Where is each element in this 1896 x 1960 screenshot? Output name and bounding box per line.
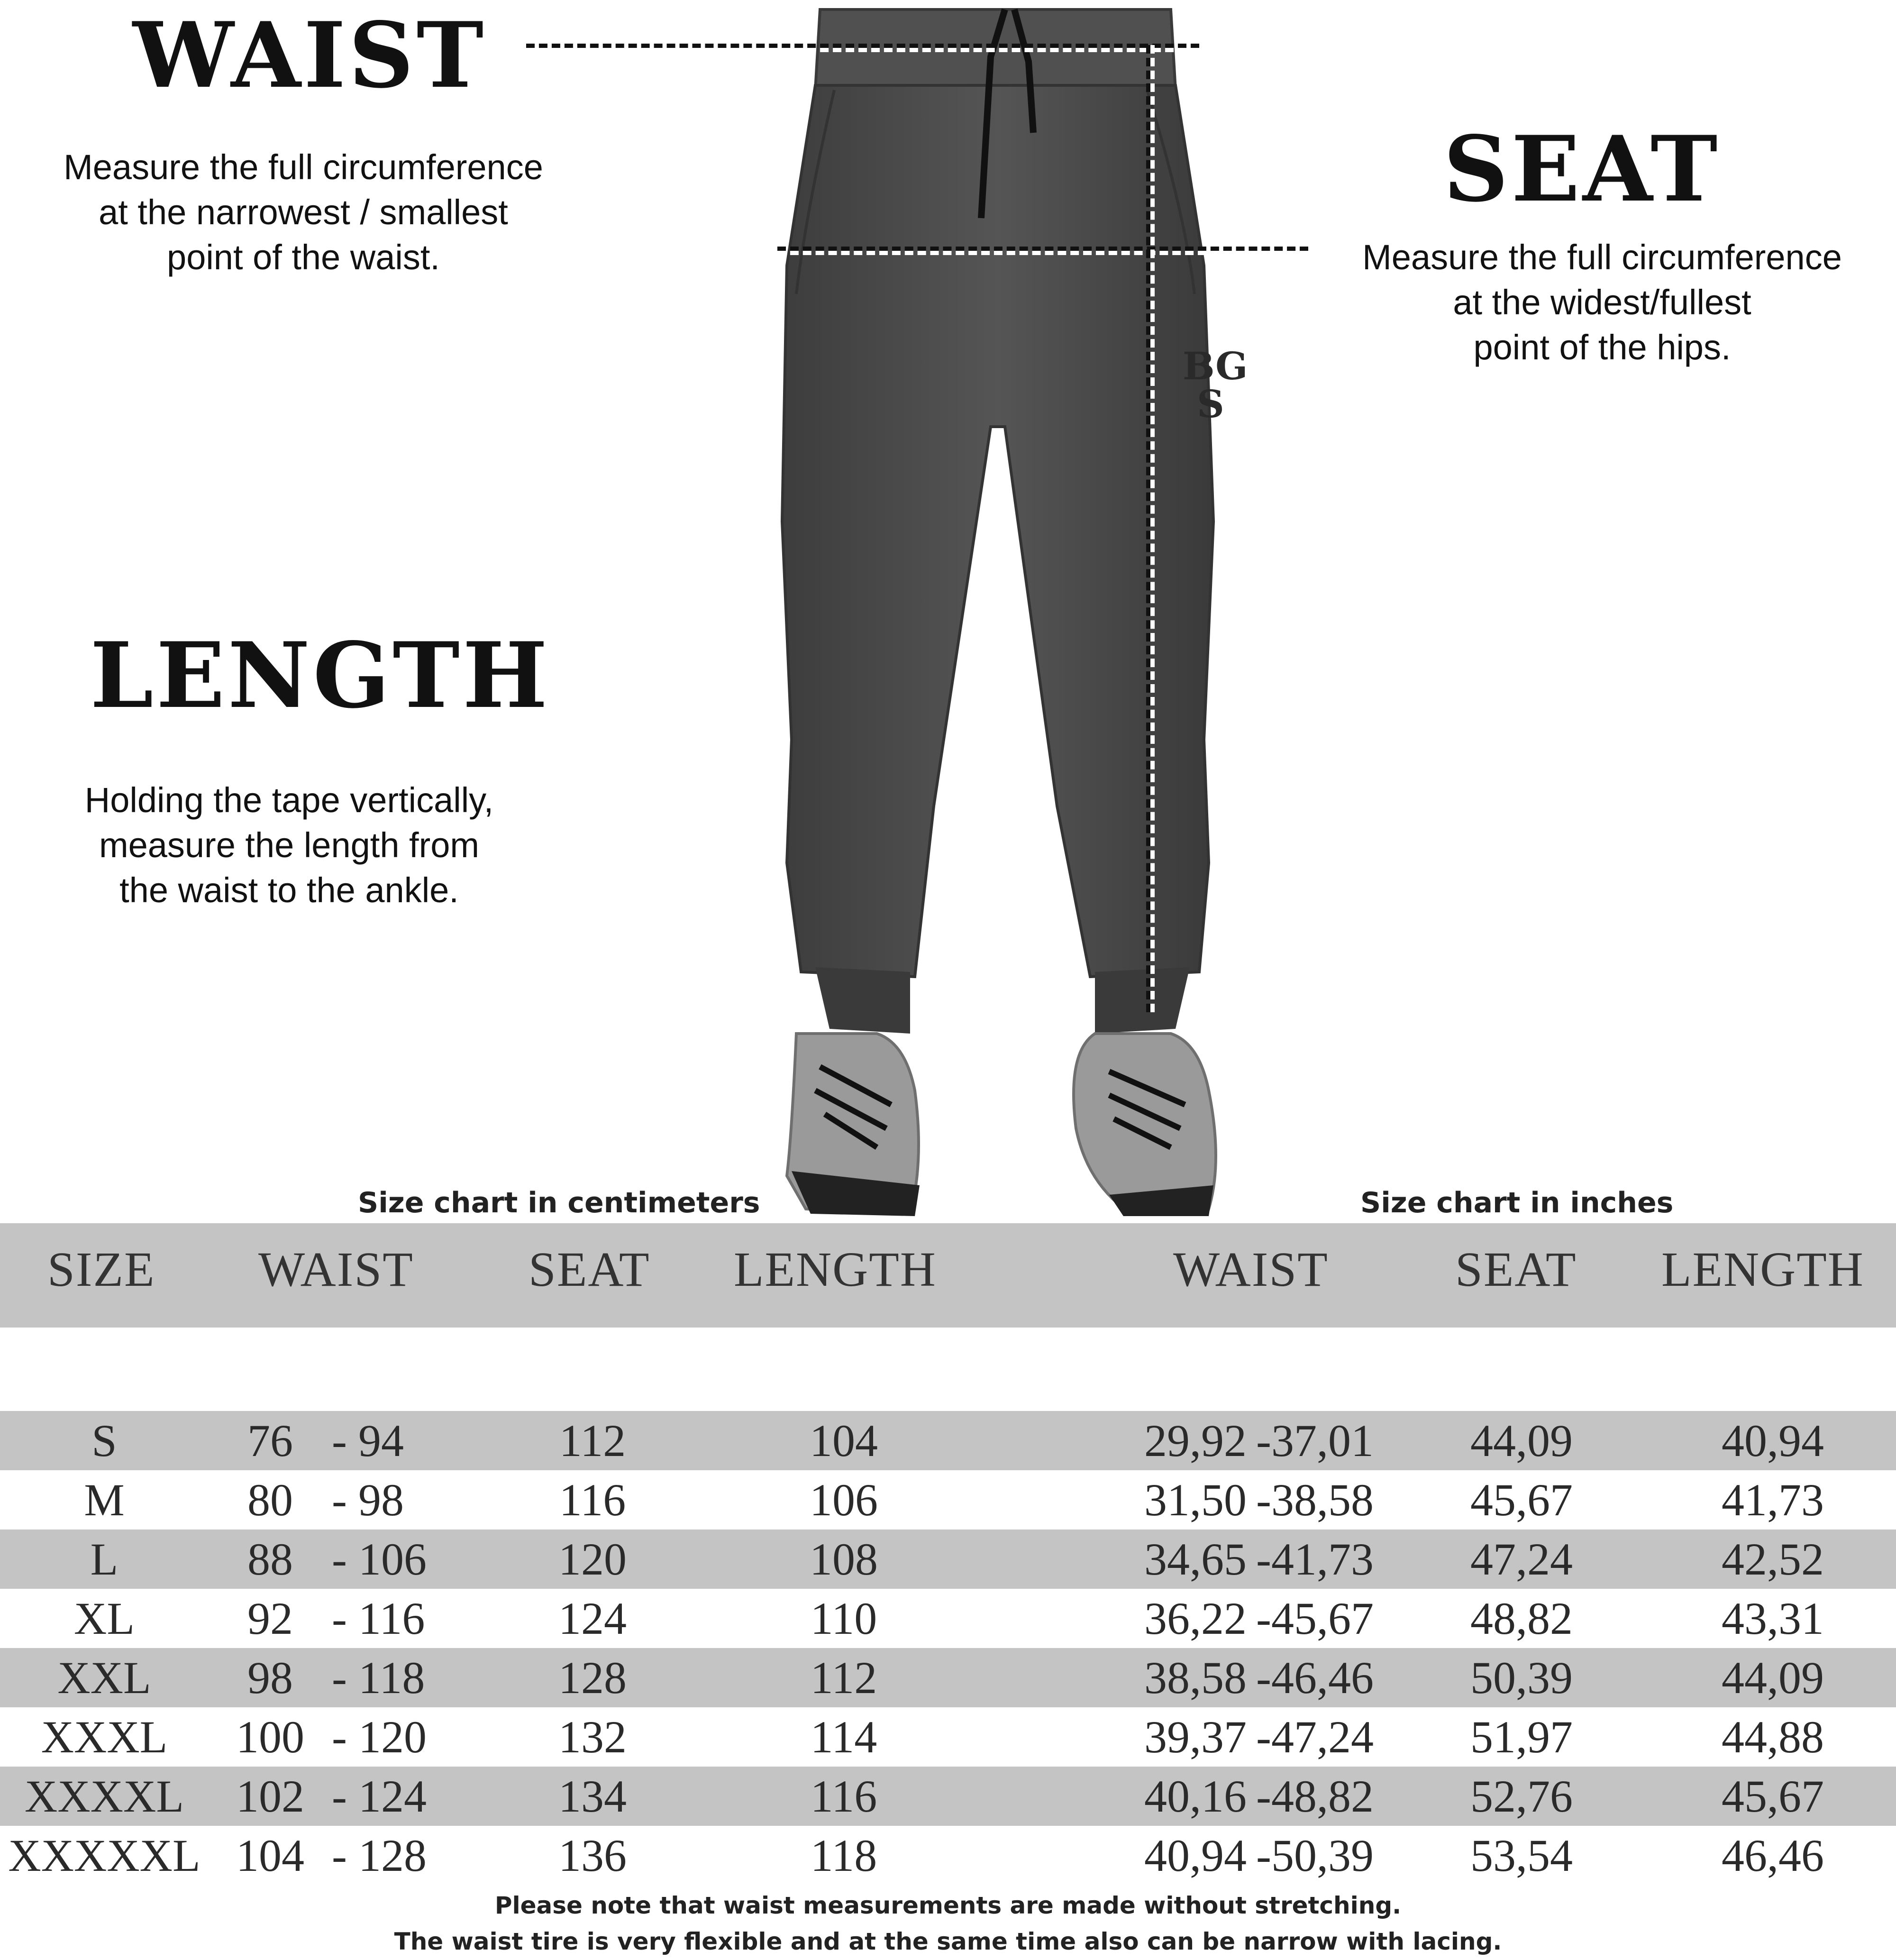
header-in-length: LENGTH	[1661, 1242, 1864, 1297]
pants-illustration	[735, 0, 1256, 1233]
waist-measure-line	[526, 44, 1199, 52]
header-in-seat: SEAT	[1455, 1242, 1577, 1297]
table-row: XXXXXL 104 - 128 136 118 40,94 -50,39 53,54 46,46	[8, 1830, 1824, 1881]
length-measure-line	[1146, 45, 1155, 1012]
note-stretching: Please note that waist measurements are made without stretching.	[494, 1892, 1402, 1919]
table-row: XXXL 100 - 120 132 114 39,37 -47,24 51,97 44,88	[41, 1712, 1824, 1762]
left-cuff	[815, 967, 910, 1034]
right-cuff	[1095, 967, 1190, 1034]
table-row: S 76 - 94 112 104 29,92 -37,01 44,09 40,94	[0, 1411, 1896, 1470]
waist-description: Measure the full circumference at the narrowest / smallest point of the waist.	[64, 147, 543, 277]
table-row: M 80 - 98 116 106 31,50 -38,58 45,67 41,73	[84, 1475, 1824, 1525]
waist-heading: WAIST	[133, 2, 487, 108]
length-description: Holding the tape vertically, measure the length from the waist to the ankle.	[84, 780, 494, 910]
header-in-waist: WAIST	[1173, 1242, 1329, 1297]
svg-text:BG: BG	[1183, 344, 1248, 388]
seat-heading: SEAT	[1443, 116, 1721, 222]
header-cm-waist: WAIST	[258, 1242, 414, 1297]
table-row: L 88 - 106 120 108 34,65 -41,73 47,24 42,52	[0, 1530, 1896, 1589]
header-cm-seat: SEAT	[529, 1242, 650, 1297]
seat-description: Measure the full circumference at the widest/fullest point of the hips.	[1362, 238, 1842, 367]
svg-text:S: S	[1197, 382, 1224, 426]
inches-chart-title: Size chart in inches	[1360, 1186, 1674, 1219]
header-size: SIZE	[47, 1242, 155, 1297]
length-heading: LENGTH	[90, 623, 551, 728]
table-row: XXXXL 102 - 124 134 116 40,16 -48,82 52,76 45,67	[0, 1767, 1896, 1826]
cm-chart-title: Size chart in centimeters	[358, 1186, 760, 1219]
right-shoe	[1074, 1034, 1216, 1216]
note-lacing: The waist tire is very flexible and at the same time also can be narrow with lacing.	[394, 1928, 1502, 1955]
header-cm-length: LENGTH	[734, 1242, 937, 1297]
table-row: XL 92 - 116 124 110 36,22 -45,67 48,82 43,31	[74, 1593, 1824, 1644]
seat-measure-line	[777, 247, 1308, 255]
table-row: XXL 98 - 118 128 112 38,58 -46,46 50,39 44,09	[0, 1648, 1896, 1707]
left-shoe	[787, 1034, 920, 1216]
